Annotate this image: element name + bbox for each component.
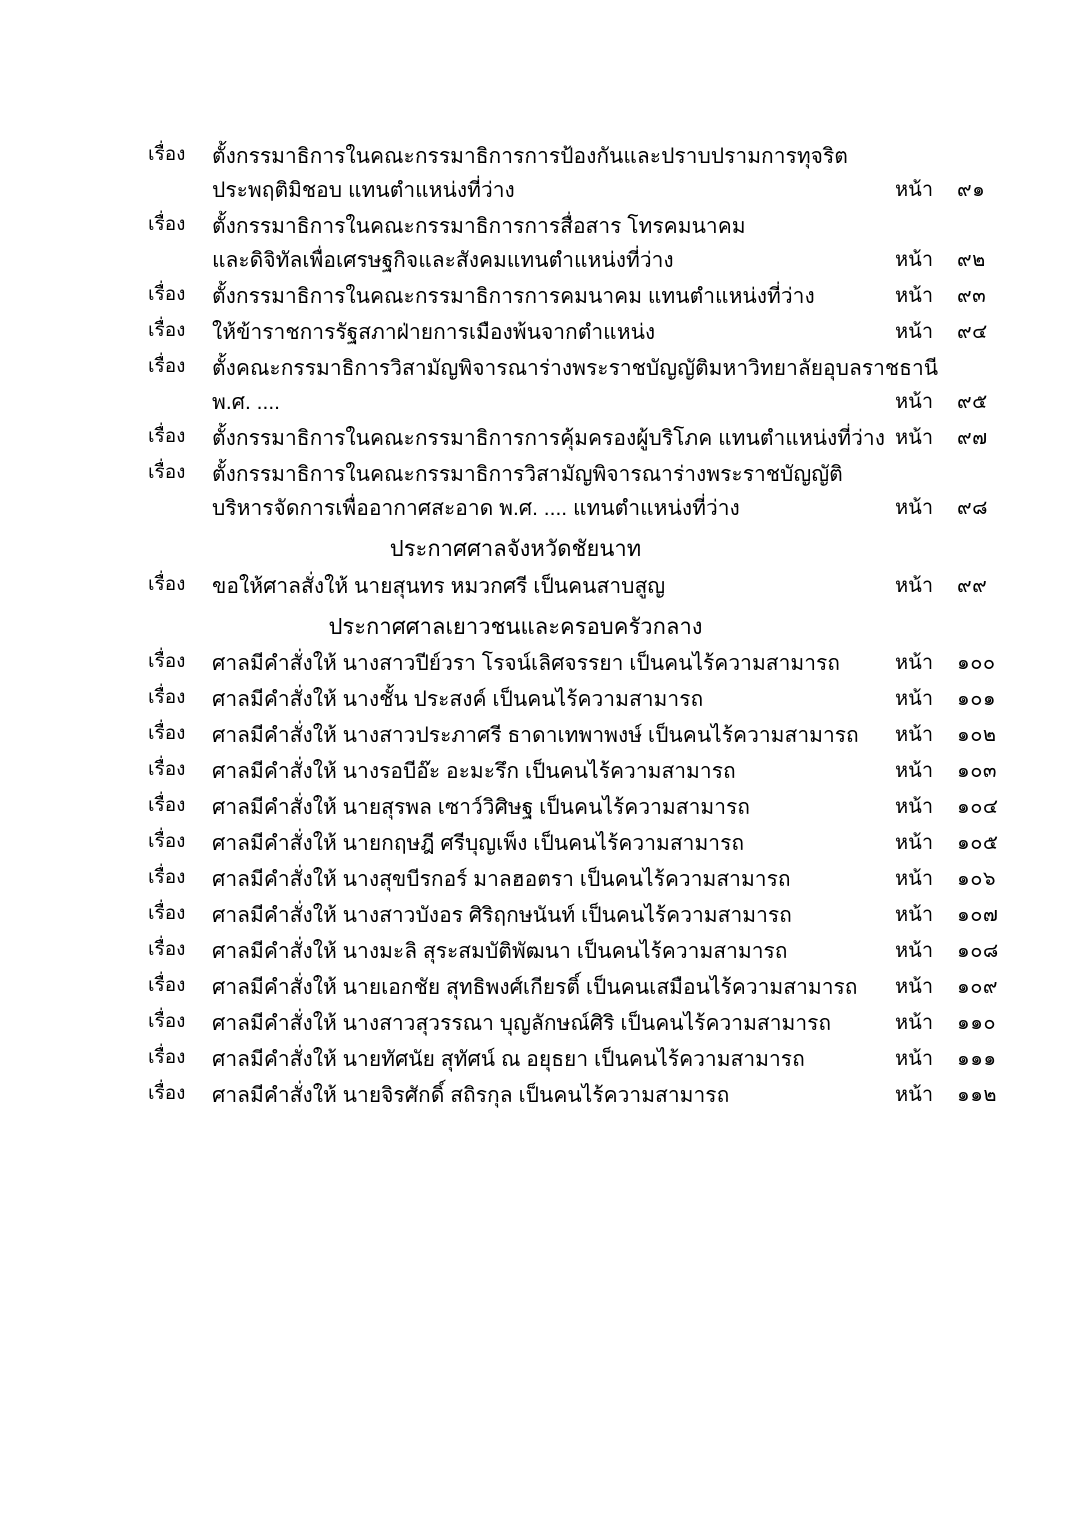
entry-label: เรื่อง — [148, 320, 186, 342]
entry-title-line: ศาลมีคำสั่งให้ นางรอบีอ๊ะ อะมะรึก เป็นคนไร้ความสามารถ — [212, 760, 736, 784]
entry-page-ref — [895, 683, 1045, 715]
entry-label: เรื่อง — [148, 1083, 186, 1105]
toc-entry[interactable] — [0, 210, 1071, 278]
page-number: ๙๗ — [957, 427, 988, 450]
entry-title-line: ตั้งกรรมาธิการในคณะกรรมาธิการการคมนาคม แทนตำแหน่งที่ว่าง — [212, 285, 815, 309]
entry-title-line: พ.ศ. .... — [212, 391, 281, 415]
page-word: หน้า — [895, 1012, 934, 1035]
page-number: ๑๐๕ — [957, 832, 999, 855]
entry-page-ref — [895, 1079, 1045, 1111]
page-number: ๑๑๒ — [957, 1084, 998, 1107]
page-word: หน้า — [895, 760, 934, 783]
page-word: หน้า — [895, 724, 934, 746]
page-number: ๑๐๖ — [957, 868, 997, 891]
entry-label: เรื่อง — [148, 1011, 186, 1033]
page-word: หน้า — [895, 285, 934, 308]
entry-label: เรื่อง — [148, 284, 186, 306]
entry-page-ref — [895, 386, 1045, 418]
page-number: ๑๐๓ — [957, 760, 998, 783]
entry-title-line: ศาลมีคำสั่งให้ นางสาวบังอร ศิริฤกษนันท์ เป็นคนไร้ความสามารถ — [212, 904, 792, 928]
toc-entry[interactable] — [0, 570, 1071, 604]
entry-title-line: ศาลมีคำสั่งให้ นายสุรพล เซาว์วิศิษฐ เป็นคนไร้ความสามารถ — [212, 796, 750, 820]
entry-title-line: ขอให้ศาลสั่งให้ นายสุนทร หมวกศรี เป็นคนสาบสูญ — [212, 574, 666, 598]
toc-entry[interactable] — [0, 791, 1071, 825]
entry-label: เรื่อง — [148, 356, 186, 378]
entry-page-ref — [895, 971, 1045, 1003]
toc-entry[interactable] — [0, 971, 1071, 1005]
toc-entry[interactable] — [0, 280, 1071, 314]
toc-entry[interactable] — [0, 683, 1071, 717]
entry-title-line: ศาลมีคำสั่งให้ นางมะลิ สุระสมบัติพัฒนา เป็นคนไร้ความสามารถ — [212, 940, 788, 964]
section-heading: ประกาศศาลจังหวัดชัยนาท — [389, 536, 642, 562]
page-number: ๙๒ — [957, 249, 986, 272]
page-number: ๙๘ — [957, 497, 989, 520]
entry-label: เรื่อง — [148, 723, 186, 744]
entry-title-line: ตั้งกรรมาธิการในคณะกรรมาธิการการป้องกันและปราบปรามการทุจริต — [212, 145, 848, 168]
page-number: ๙๙ — [957, 574, 988, 597]
toc-entry[interactable] — [0, 647, 1071, 681]
toc-entry[interactable] — [0, 899, 1071, 933]
page-word: หน้า — [895, 651, 934, 674]
entry-title-line: ศาลมีคำสั่งให้ นางสาวสุวรรณา บุญลักษณ์ศิริ เป็นคนไร้ความสามารถ — [212, 1012, 832, 1036]
entry-page-ref — [895, 827, 1045, 859]
entry-title-line: ตั้งกรรมาธิการในคณะกรรมาธิการการคุ้มครองผู้บริโภค แทนตำแหน่งที่ว่าง — [212, 427, 885, 451]
entry-label: เรื่อง — [148, 214, 186, 236]
page-number: ๑๐๘ — [957, 940, 999, 963]
entry-page-ref — [895, 492, 1045, 524]
page-number: ๑๐๐ — [957, 651, 996, 674]
entry-title-line: ศาลมีคำสั่งให้ นายจิรศักดิ์ สถิรกุล เป็นคนไร้ความสามารถ — [212, 1084, 730, 1108]
entry-title-line: ศาลมีคำสั่งให้ นางชั้น ประสงค์ เป็นคนไร้ความสามารถ — [212, 687, 704, 711]
entry-label: เรื่อง — [148, 831, 186, 853]
entry-label: เรื่อง — [148, 759, 186, 781]
toc-entry[interactable] — [0, 827, 1071, 861]
page-number: ๑๐๒ — [957, 724, 997, 746]
entry-label: เรื่อง — [148, 650, 186, 672]
toc-entry[interactable] — [0, 1043, 1071, 1077]
page-word: หน้า — [895, 832, 934, 855]
page-word: หน้า — [895, 321, 934, 344]
page-word: หน้า — [895, 940, 934, 963]
entry-title-line: และดิจิทัลเพื่อเศรษฐกิจและสังคมแทนตำแหน่งที่ว่าง — [212, 249, 674, 273]
entry-title-line: ตั้งคณะกรรมาธิการวิสามัญพิจารณาร่างพระราชบัญญัติมหาวิทยาลัยอุบลราชธานี — [212, 357, 939, 381]
entry-label: เรื่อง — [148, 462, 186, 484]
entry-label: เรื่อง — [148, 903, 186, 925]
page-word: หน้า — [895, 1084, 934, 1107]
toc-entry[interactable] — [0, 316, 1071, 350]
page-word: หน้า — [895, 574, 934, 597]
entry-page-ref — [895, 899, 1045, 931]
entry-title-line: ศาลมีคำสั่งให้ นางสุขบีรกอร์ มาลฮอตรา เป็นคนไร้ความสามารถ — [212, 868, 791, 892]
entry-title-line: ตั้งกรรมาธิการในคณะกรรมาธิการการสื่อสาร โทรคมนาคม — [212, 215, 746, 239]
entry-title-line: ตั้งกรรมาธิการในคณะกรรมาธิการวิสามัญพิจารณาร่างพระราชบัญญัติ — [212, 463, 843, 487]
page-number: ๙๑ — [957, 179, 986, 201]
entry-title-line: ศาลมีคำสั่งให้ นางสาวปีย์วรา โรจน์เลิศจรรยา เป็นคนไร้ความสามารถ — [212, 651, 841, 675]
page-word: หน้า — [895, 904, 934, 927]
page-word: หน้า — [895, 249, 934, 272]
page-number: ๑๑๐ — [957, 1012, 997, 1035]
page-number: ๑๑๑ — [957, 1048, 997, 1071]
entry-title-line: ศาลมีคำสั่งให้ นายเอกชัย สุทธิพงศ์เกียรติ์ เป็นคนเสมือนไร้ความสามารถ — [212, 976, 858, 1000]
entry-page-ref — [895, 719, 1045, 751]
entry-page-ref — [895, 316, 1045, 348]
toc-entry[interactable] — [0, 140, 1071, 208]
entry-page-ref — [895, 280, 1045, 312]
entry-page-ref — [895, 863, 1045, 895]
entry-title-line: ศาลมีคำสั่งให้ นางสาวประภาศรี ธาดาเทพาพงษ์ เป็นคนไร้ความสามารถ — [212, 724, 859, 747]
toc-entry[interactable] — [0, 935, 1071, 969]
entry-page-ref — [895, 1043, 1045, 1075]
entry-title-line: ศาลมีคำสั่งให้ นายกฤษฎี ศรีบุญเพ็ง เป็นคนไร้ความสามารถ — [212, 832, 745, 856]
toc-entry[interactable] — [0, 422, 1071, 456]
page-number: ๑๐๗ — [957, 904, 999, 927]
entry-label: เรื่อง — [148, 867, 186, 889]
entry-page-ref — [895, 647, 1045, 679]
entry-label: เรื่อง — [148, 573, 186, 595]
entry-page-ref — [895, 935, 1045, 967]
page-word: หน้า — [895, 976, 934, 999]
entry-label: เรื่อง — [148, 795, 186, 817]
entry-page-ref — [895, 791, 1045, 823]
page-word: หน้า — [895, 687, 934, 710]
entry-page-ref — [895, 422, 1045, 454]
page-word: หน้า — [895, 391, 934, 414]
page-word: หน้า — [895, 796, 934, 819]
page-word: หน้า — [895, 1048, 934, 1071]
entry-page-ref — [895, 755, 1045, 787]
toc-entry[interactable] — [0, 1007, 1071, 1041]
entry-page-ref — [895, 244, 1045, 276]
page-word: หน้า — [895, 868, 934, 891]
page-word: หน้า — [895, 497, 934, 520]
entry-label: เรื่อง — [148, 939, 186, 961]
entry-title-line: ให้ข้าราชการรัฐสภาฝ่ายการเมืองพ้นจากตำแหน่ง — [212, 321, 656, 345]
page-number: ๑๐๑ — [957, 687, 997, 710]
entry-label: เรื่อง — [148, 426, 186, 448]
toc-entry[interactable] — [0, 458, 1071, 526]
entry-title-line: บริหารจัดการเพื่ออากาศสะอาด พ.ศ. .... แทนตำแหน่งที่ว่าง — [212, 497, 740, 521]
entry-page-ref — [895, 570, 1045, 602]
entry-page-ref — [895, 174, 1045, 206]
toc-entry[interactable] — [0, 863, 1071, 897]
entry-label: เรื่อง — [148, 686, 186, 708]
entry-title-line: ศาลมีคำสั่งให้ นายทัศนัย สุทัศน์ ณ อยุธยา เป็นคนไร้ความสามารถ — [212, 1048, 805, 1072]
table-of-contents — [0, 140, 1071, 1115]
toc-entry[interactable] — [0, 755, 1071, 789]
page-number: ๑๐๔ — [957, 796, 999, 819]
section-heading: ประกาศศาลเยาวชนและครอบครัวกลาง — [328, 613, 703, 639]
entry-label: เรื่อง — [148, 144, 186, 165]
page-number: ๙๔ — [957, 321, 988, 344]
entry-label: เรื่อง — [148, 975, 186, 997]
page-number: ๑๐๙ — [957, 976, 999, 999]
toc-entry[interactable] — [0, 719, 1071, 753]
page-word: หน้า — [895, 427, 934, 450]
entry-page-ref — [895, 1007, 1045, 1039]
page-number: ๙๕ — [957, 391, 988, 414]
toc-entry[interactable] — [0, 1079, 1071, 1113]
toc-entry[interactable] — [0, 352, 1071, 420]
page-number: ๙๓ — [957, 285, 987, 308]
page-word: หน้า — [895, 179, 934, 201]
entry-label: เรื่อง — [148, 1047, 186, 1069]
entry-title-line: ประพฤติมิชอบ แทนตำแหน่งที่ว่าง — [212, 179, 515, 203]
